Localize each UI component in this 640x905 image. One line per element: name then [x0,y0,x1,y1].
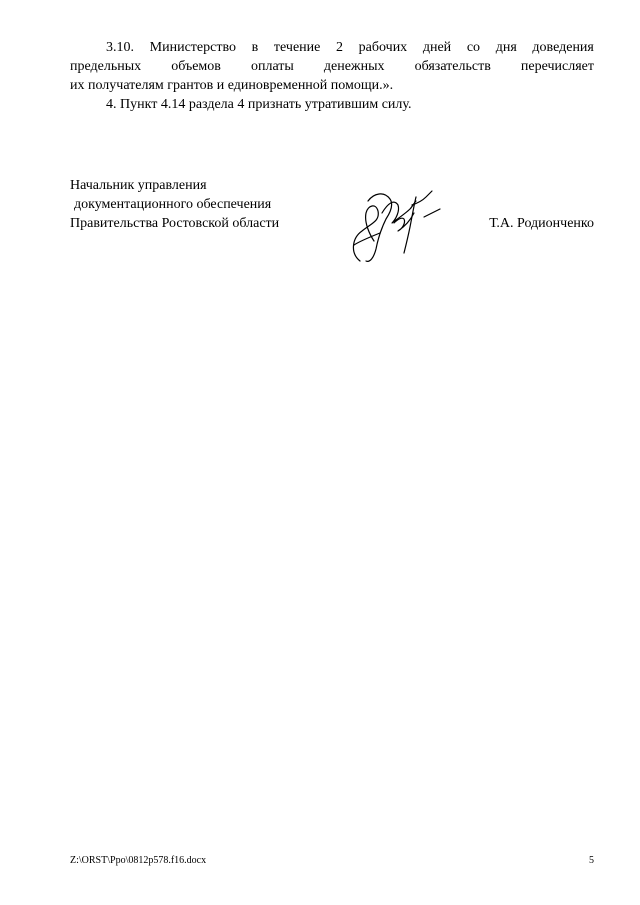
paragraph-3-10 [70,38,594,95]
position-line-1: Начальник управления [70,178,207,193]
paragraph-line-1 [70,38,594,57]
word: 2 [336,40,344,55]
position-line-3: Правительства Ростовской области [70,216,280,231]
page-number: 5 [589,855,594,866]
handwritten-signature-icon [340,183,452,269]
word: со [466,40,481,55]
paragraph-line-2 [70,57,594,76]
word: дней [422,40,452,55]
paragraph-4 [70,95,594,114]
footer-file-path: Z:\ORST\Ppo\0812p578.f16.docx [70,855,207,866]
word: рабочих [358,40,408,55]
signer-name: Т.А. Родионченко [489,216,594,231]
word: денежных [323,59,385,74]
paragraph-line-3: их получателям грантов и единовременной помощи.». [70,78,394,93]
word: объемов [171,59,221,74]
word: предельных [70,59,142,74]
word: дня [495,40,517,55]
signature-stroke [424,209,440,217]
word: обязательств [414,59,491,74]
position-line-2: документационного обеспечения [74,197,272,212]
word: оплаты [250,59,294,74]
word: перечисляет [520,59,594,74]
word: течение [273,40,321,55]
word: доведения [532,40,594,55]
word: Министерство [149,40,236,55]
word: в [251,40,259,55]
word: 3.10. [106,40,134,55]
paragraph-4-text: 4. Пункт 4.14 раздела 4 признать утратившим силу. [106,97,412,112]
signature-stroke [366,194,392,261]
